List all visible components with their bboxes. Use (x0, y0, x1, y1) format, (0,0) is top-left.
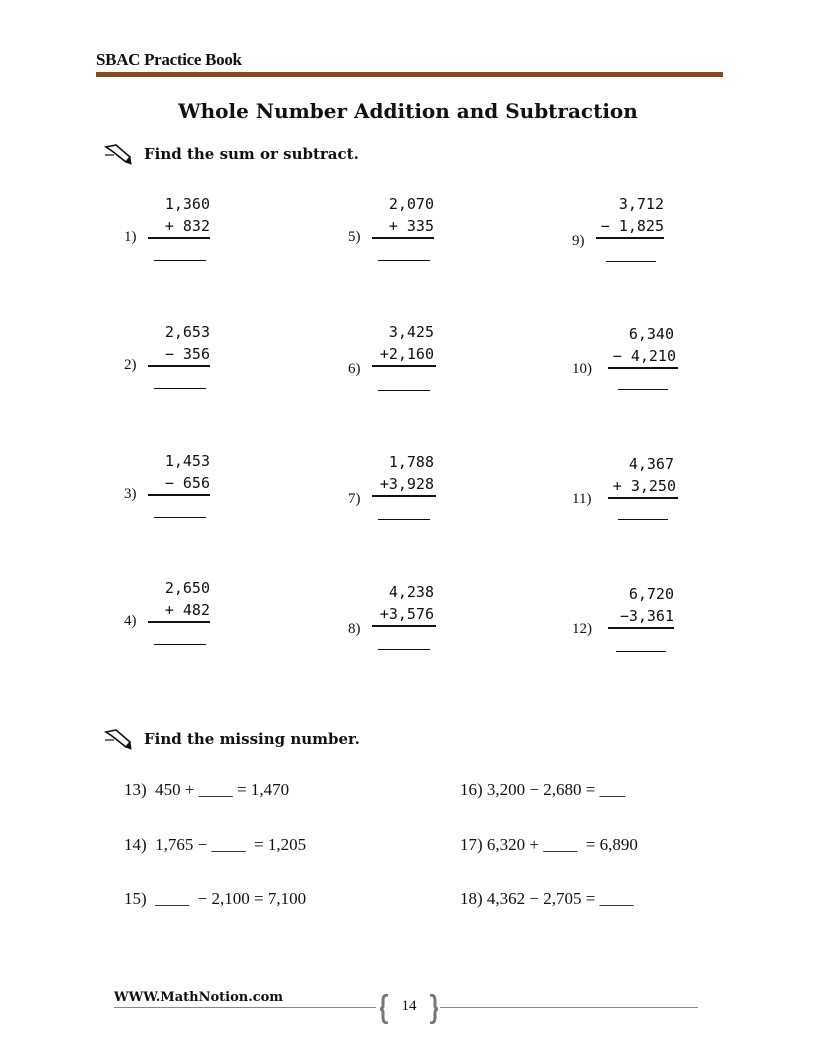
sum-line (148, 365, 210, 367)
answer-blank (378, 260, 430, 261)
section-heading-2 (104, 728, 360, 750)
answer-blank (154, 260, 206, 261)
problem-8 (348, 583, 468, 663)
sum-line (608, 367, 678, 369)
problem-number: 6) (348, 361, 361, 377)
problem-top: 1,453 (164, 452, 210, 470)
missing-problem-17: 17) 6,320 + ____ = 6,890 (460, 835, 638, 854)
problem-11 (572, 455, 692, 535)
problem-operand: − 356 (164, 345, 210, 363)
header-rule (96, 72, 723, 77)
problem-top: 1,788 (388, 453, 434, 471)
problem-operand: + 335 (388, 217, 434, 235)
problem-top: 6,340 (628, 325, 674, 343)
problem-top: 2,650 (164, 579, 210, 597)
sum-line (596, 237, 664, 239)
problem-top: 4,238 (388, 583, 434, 601)
answer-blank (616, 651, 666, 652)
problem-number: 12) (572, 621, 592, 637)
problem-top: 2,070 (388, 195, 434, 213)
page-number-text: 14 (401, 998, 417, 1014)
problem-top: 3,425 (388, 323, 434, 341)
pencil-icon (104, 728, 134, 750)
answer-blank (154, 388, 206, 389)
problem-operand: +3,576 (379, 605, 434, 623)
problem-number: 4) (124, 613, 137, 629)
header-title: SBAC Practice Book (96, 50, 242, 69)
footer-rule-left (114, 1007, 376, 1008)
problem-2 (124, 323, 244, 403)
problem-number: 9) (572, 233, 585, 249)
sum-line (608, 627, 674, 629)
sum-line (148, 494, 210, 496)
problem-number: 11) (572, 491, 592, 507)
problem-1 (124, 195, 244, 275)
pencil-icon (104, 143, 134, 165)
missing-problem-15: 15) ____ − 2,100 = 7,100 (124, 889, 307, 908)
problem-operand: + 832 (164, 217, 210, 235)
problem-number: 2) (124, 357, 137, 373)
problem-operand: + 482 (164, 601, 210, 619)
missing-problem-14: 14) 1,765 − ____ = 1,205 (124, 835, 307, 854)
footer-website: WWW.MathNotion.com (114, 990, 284, 1005)
problem-top: 1,360 (164, 195, 210, 213)
problem-number: 7) (348, 491, 361, 507)
problem-top: 3,712 (618, 195, 664, 213)
sum-line (372, 237, 434, 239)
answer-blank (618, 519, 668, 520)
problem-10 (572, 325, 692, 405)
answer-blank (154, 517, 206, 518)
footer-rule-right (440, 1007, 698, 1008)
sum-line (372, 365, 436, 367)
missing-problem-16: 16) 3,200 − 2,680 = ___ (460, 780, 626, 799)
problem-12 (572, 585, 692, 665)
problem-operand: +2,160 (379, 345, 434, 363)
problem-9 (572, 195, 692, 275)
problem-number: 10) (572, 361, 592, 377)
problem-operand: + 3,250 (612, 477, 676, 495)
problem-5 (348, 195, 468, 275)
sum-line (148, 237, 210, 239)
sum-line (148, 621, 210, 623)
section-heading-1 (104, 143, 359, 165)
problem-number: 8) (348, 621, 361, 637)
problem-number: 3) (124, 486, 137, 502)
missing-problem-18: 18) 4,362 − 2,705 = ____ (460, 889, 634, 908)
problem-7 (348, 453, 468, 533)
problem-top: 4,367 (628, 455, 674, 473)
problem-operand: −3,361 (619, 607, 674, 625)
sum-line (372, 495, 436, 497)
section-instruction-1: Find the sum or subtract. (144, 145, 359, 163)
page-title: Whole Number Addition and Subtraction (178, 99, 638, 123)
page-number (380, 994, 438, 1024)
problem-top: 6,720 (628, 585, 674, 603)
problem-number: 5) (348, 229, 361, 245)
problem-6 (348, 323, 468, 403)
problem-operand: − 4,210 (612, 347, 676, 365)
section-instruction-2: Find the missing number. (144, 730, 360, 748)
missing-problem-13: 13) 450 + ____ = 1,470 (124, 780, 290, 799)
sum-line (372, 625, 436, 627)
problem-operand: +3,928 (379, 475, 434, 493)
problem-top: 2,653 (164, 323, 210, 341)
answer-blank (606, 261, 656, 262)
answer-blank (618, 389, 668, 390)
sum-line (608, 497, 678, 499)
problem-operand: − 1,825 (600, 217, 664, 235)
answer-blank (378, 519, 430, 520)
problem-4 (124, 579, 244, 659)
answer-blank (378, 390, 430, 391)
problem-3 (124, 452, 244, 532)
problem-number: 1) (124, 229, 137, 245)
problem-operand: − 656 (164, 474, 210, 492)
answer-blank (154, 644, 206, 645)
answer-blank (378, 649, 430, 650)
